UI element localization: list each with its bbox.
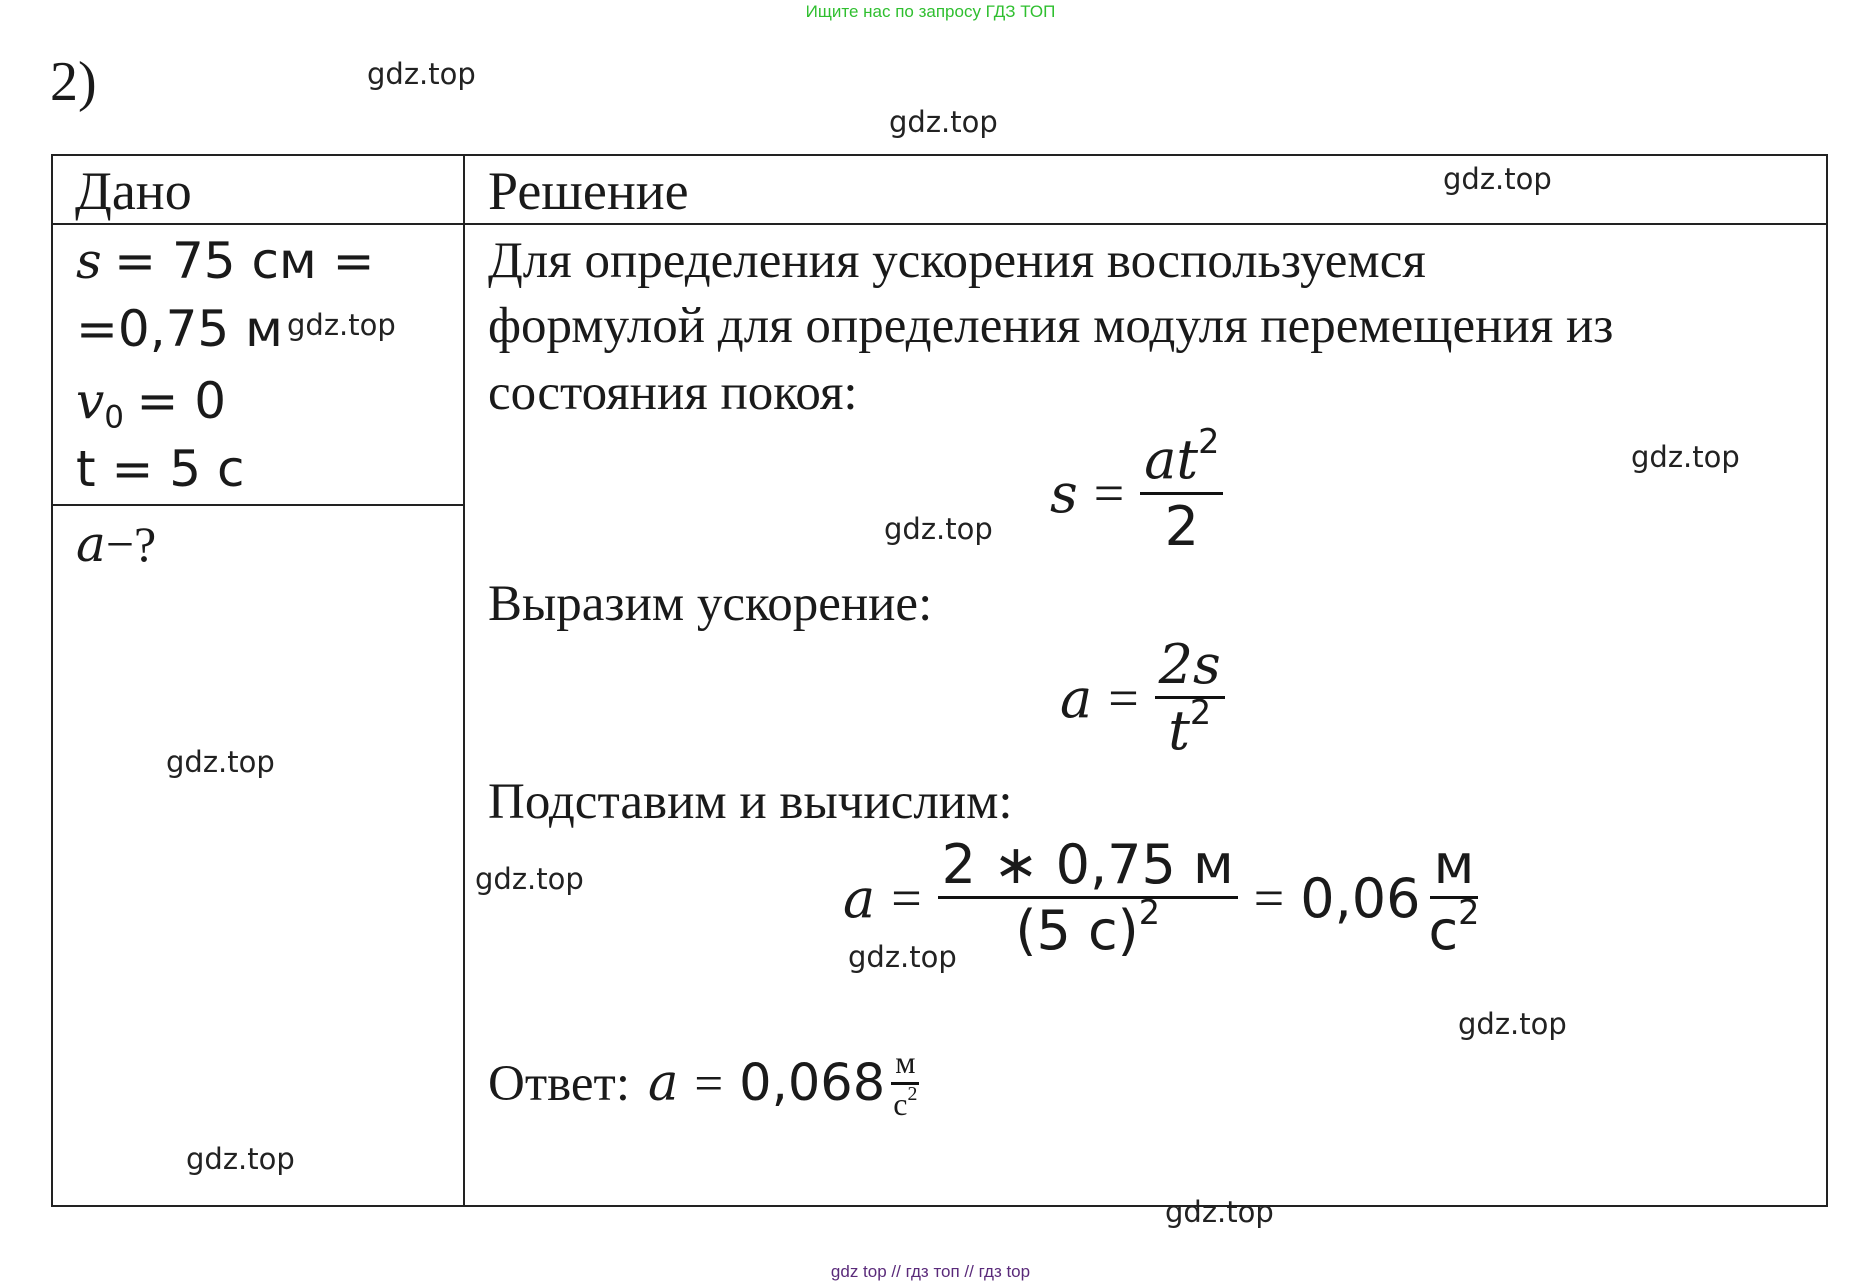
answer-unit-den-exp: 2 — [907, 1083, 918, 1106]
watermark: gdz.top — [884, 512, 993, 546]
watermark: gdz.top — [287, 308, 396, 342]
find-quantity — [76, 515, 156, 573]
footer-links[interactable]: gdz top // гдз топ // гдз top — [830, 1262, 1031, 1281]
watermark: gdz.top — [1165, 1195, 1274, 1229]
answer-value: 0,068 — [739, 1054, 886, 1114]
watermark: gdz.top — [848, 940, 957, 974]
find-question: −? — [105, 516, 157, 572]
f2-numerator: 2s — [1155, 635, 1225, 699]
f3-value: 0,06 — [1300, 866, 1421, 930]
f1-lhs: s — [1050, 461, 1078, 525]
formula-acceleration — [1060, 635, 1225, 762]
f3-eq2: = — [1253, 868, 1285, 929]
given-s-line2: =0,75 м — [76, 300, 283, 358]
f3-denominator: (5 с) — [1015, 899, 1139, 963]
watermark: gdz.top — [1631, 440, 1740, 474]
given-s-line1 — [76, 232, 374, 290]
given-v-sub: 0 — [104, 399, 124, 436]
column-divider — [463, 154, 465, 1207]
f3-unit-den-exp: 2 — [1458, 893, 1480, 933]
formula-displacement — [1050, 421, 1223, 559]
f3-fraction — [938, 835, 1238, 962]
f2-denominator: t — [1168, 699, 1190, 763]
watermark: gdz.top — [367, 57, 476, 91]
given-divider — [51, 504, 465, 506]
watermark: gdz.top — [186, 1142, 295, 1176]
given-v-value: = 0 — [136, 372, 227, 430]
f2-lhs: a — [1060, 666, 1093, 730]
find-var: a — [76, 515, 106, 573]
answer-unit — [891, 1045, 919, 1122]
watermark: gdz.top — [166, 745, 275, 779]
f1-eq: = — [1093, 463, 1125, 524]
solution-header: Решение — [488, 161, 689, 221]
answer-label: Ответ: — [488, 1055, 630, 1112]
f3-denominator-exp: 2 — [1138, 893, 1161, 933]
solution-para3: Подставим и вычислим: — [488, 774, 1013, 830]
watermark: gdz.top — [1458, 1007, 1567, 1041]
f3-unit-num: м — [1430, 835, 1479, 899]
answer-unit-den: с — [893, 1086, 908, 1123]
f2-denominator-exp: 2 — [1189, 693, 1212, 733]
f3-unit — [1428, 835, 1479, 962]
given-t: t = 5 с — [76, 440, 245, 498]
answer-unit-num: м — [891, 1045, 919, 1085]
f1-denominator: 2 — [1164, 495, 1199, 559]
answer-var: a — [648, 1054, 679, 1114]
answer-eq: = — [694, 1055, 724, 1112]
given-s-value: = 75 см = — [114, 232, 375, 290]
solution-para1-line1: Для определения ускорения воспользуемся — [488, 233, 1426, 289]
f3-unit-den: с — [1428, 899, 1459, 963]
answer-line — [488, 1045, 919, 1122]
f3-numerator: 2 ∗ 0,75 м — [938, 835, 1238, 899]
f2-eq: = — [1108, 668, 1139, 729]
given-v0 — [76, 372, 227, 436]
top-banner[interactable]: Ищите нас по запросу ГДЗ ТОП — [805, 2, 1056, 21]
given-header: Дано — [75, 161, 192, 221]
watermark: gdz.top — [1443, 162, 1552, 196]
f1-numerator-exp: 2 — [1198, 421, 1220, 461]
header-divider — [51, 223, 1828, 225]
f1-fraction — [1140, 421, 1223, 559]
given-v-var: v — [76, 372, 105, 430]
f1-numerator: at — [1144, 428, 1199, 491]
problem-number: 2) — [50, 51, 97, 113]
f2-fraction — [1155, 635, 1225, 762]
f3-lhs: a — [843, 866, 876, 930]
solution-para1-line3: состояния покоя: — [488, 365, 858, 421]
f3-eq: = — [891, 868, 922, 929]
watermark: gdz.top — [475, 862, 584, 896]
solution-para2: Выразим ускорение: — [488, 576, 933, 632]
given-s-var: s — [76, 232, 102, 290]
solution-para1-line2: формулой для определения модуля перемещения из — [488, 298, 1614, 354]
watermark: gdz.top — [889, 105, 998, 139]
